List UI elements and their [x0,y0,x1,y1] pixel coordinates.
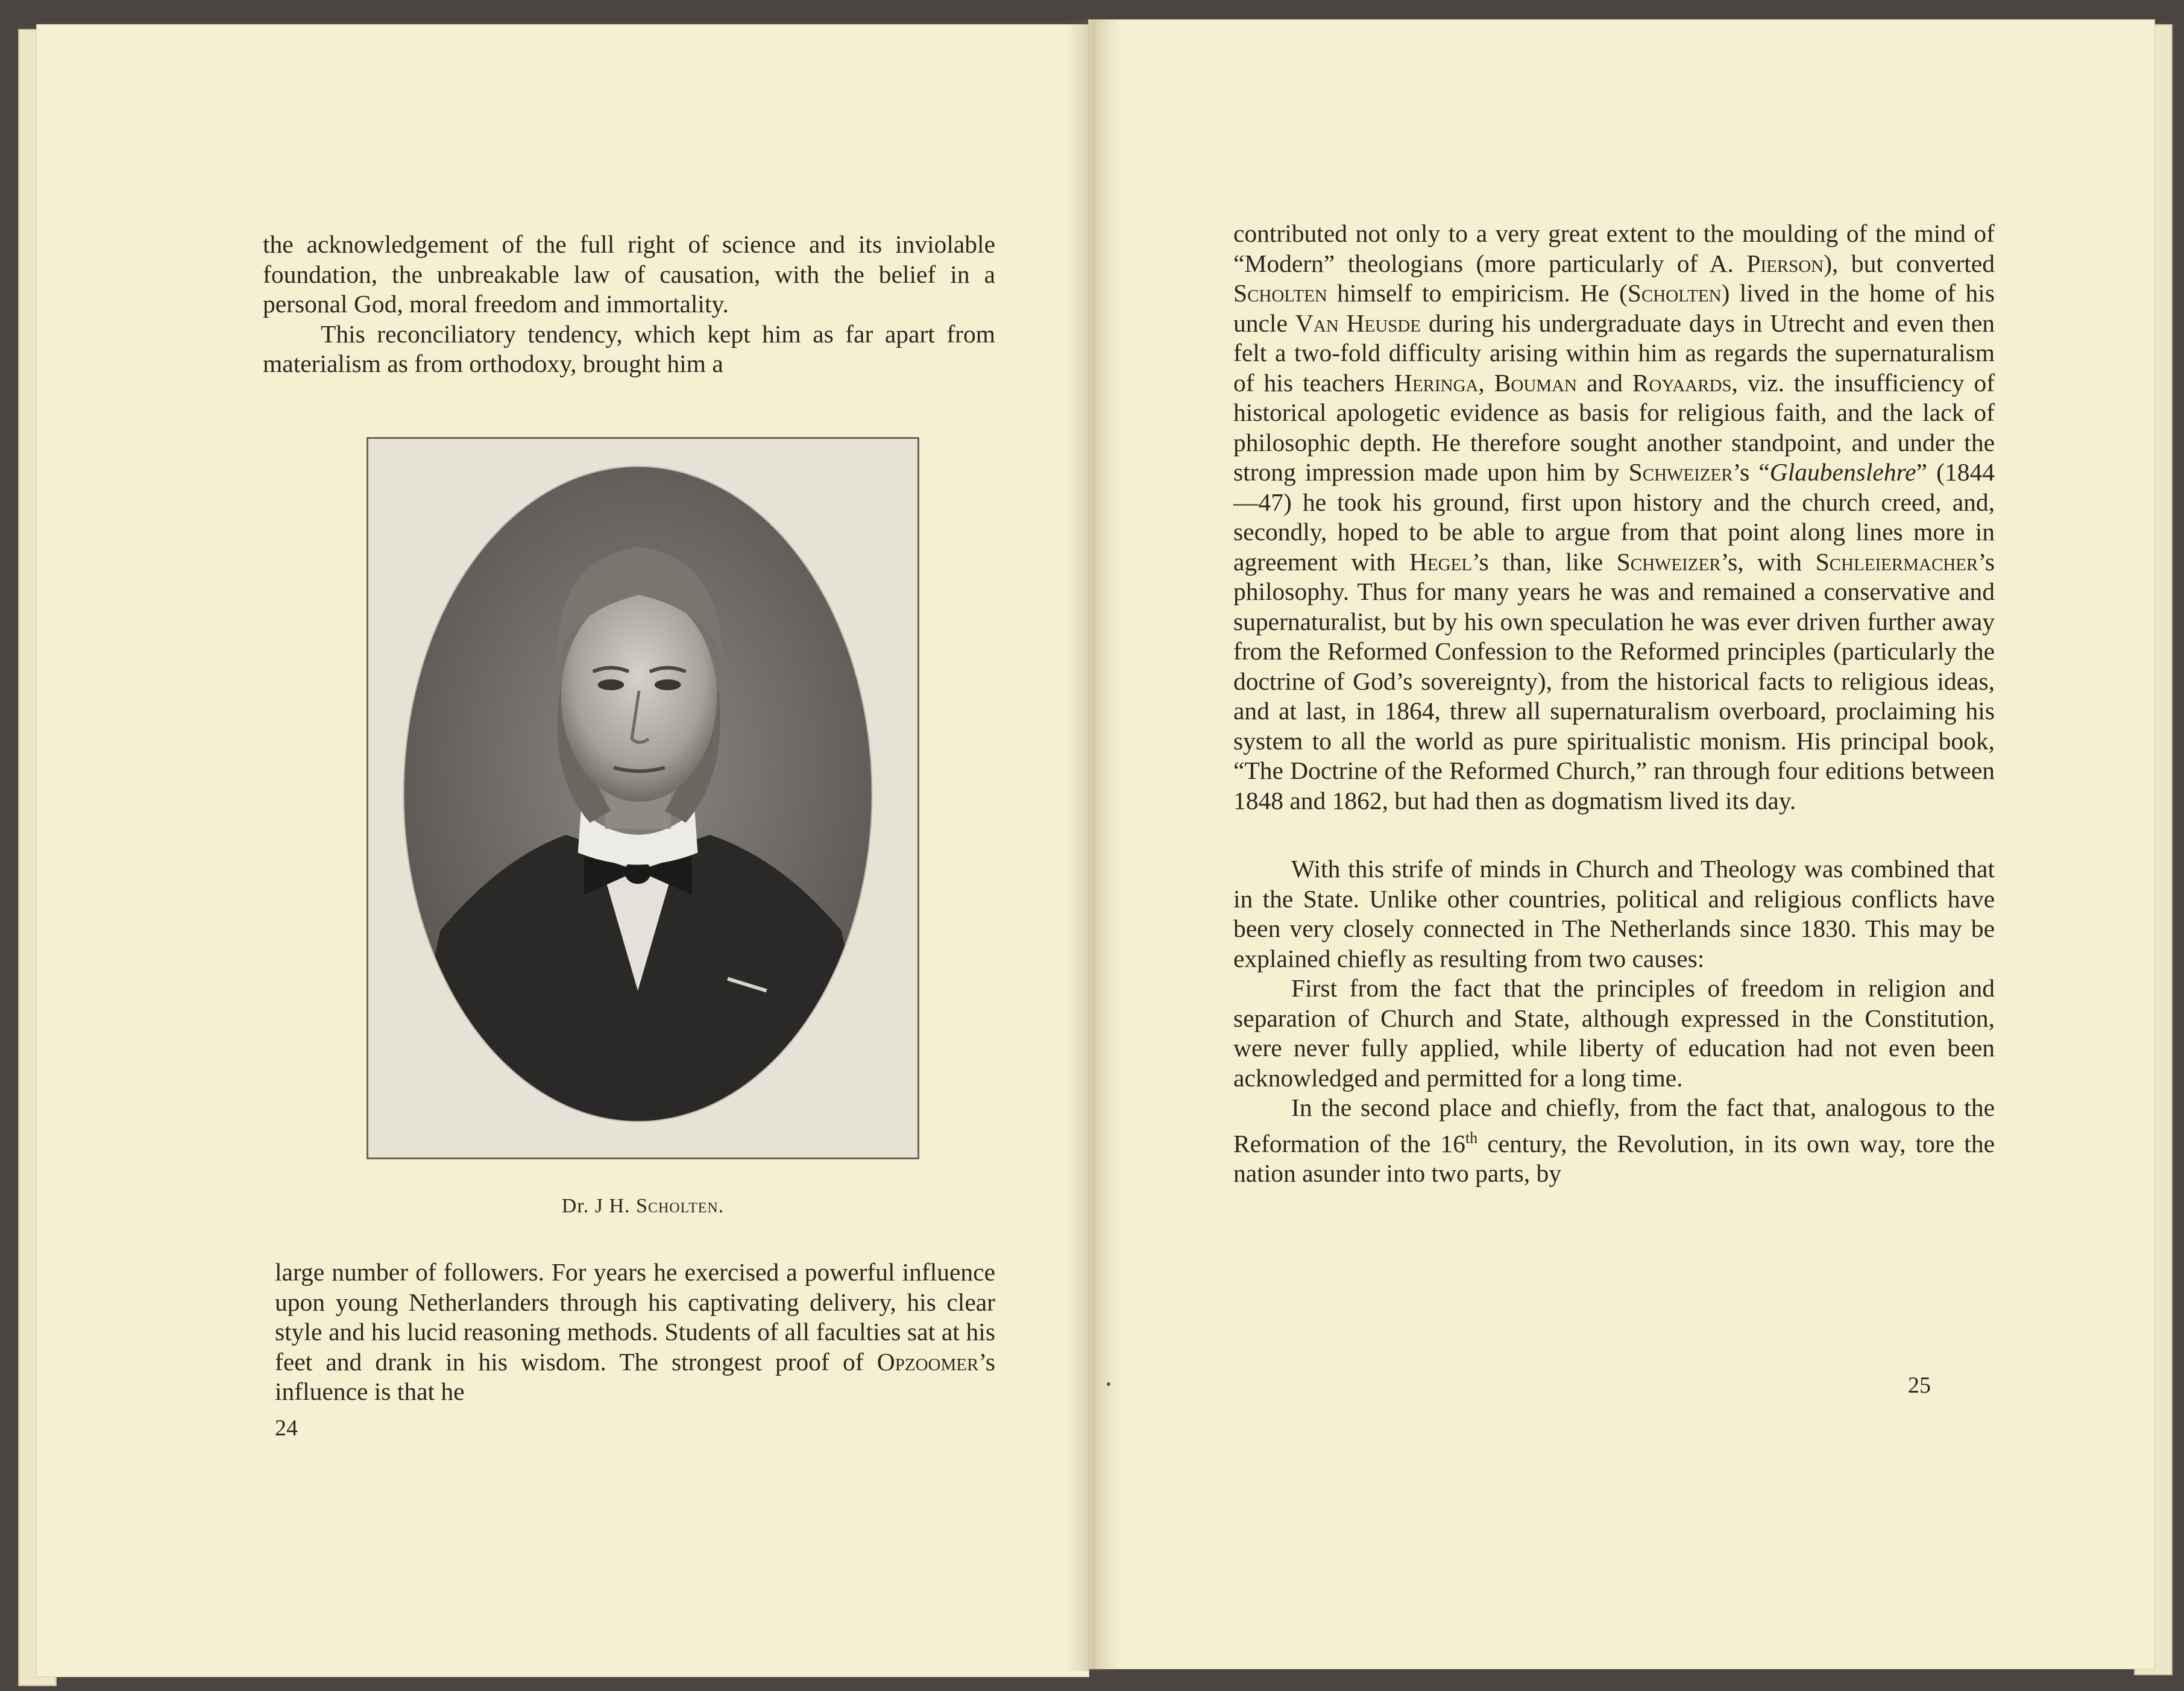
paragraph: the acknowledgement of the full right of science and its inviolable foundation, the unbreakable law of causation, with the belief in a personal God, moral freedom and immortality. [263,230,995,318]
person-name: Schleiermacher [1815,547,1978,576]
text-run: ” (1844—47) he took his ground, first upon history and the church creed, and, secondly, hoped to be able to argue from that point along lines more in agreement with [1233,458,1995,576]
text-run: ’s philosophy. Thus for many years he was and remained a conservative and supernaturalist, but by his own speculation he was ever driven further away from the Reformed Confession to the Reformed principles (particularly the doctrine of God’s sovereignty), from the historical facts to religious ideas, and at last, in 1864, threw all supernaturalism overboard, proclaiming his system to all the world as pure spiritualistic monism. His principal book, “The Doctrine of the Reformed Church,” ran through four editions between 1848 and 1862, but had then as dogmatism lived its day. [1233,547,1995,814]
caption-prefix: Dr. J H. [561,1195,637,1217]
right-page [1088,19,2155,1669]
text-run: ’s than, like [1471,547,1617,576]
paragraph [1233,1093,1995,1188]
text-run: , viz. the insufficiency of historical apologetic evidence as basis for religious faith, and the lack of philosophic depth. He therefore sought another standpoint, and under the strong impression made upon him by [1233,368,1995,486]
text-run: ’s influence is that he [275,1347,995,1405]
text-run: and [1576,368,1632,397]
paragraph [1233,219,1995,816]
portrait-image [368,439,917,1157]
left-page [36,24,1089,1677]
text-run: large number of followers. For years he exercised a powerful influence upon young Netherlanders through his captivating delivery, his clear style and his lucid reasoning methods. Students of all faculties sat at his feet and drank in his wisdom. The strongest proof of [275,1258,995,1376]
right-page-text [1233,219,1995,1188]
text-run: ’s “ [1732,458,1770,486]
page-number-left: 24 [275,1415,298,1441]
person-name: Van Heusde [1295,309,1421,337]
portrait-caption [367,1195,919,1218]
text-run: during his undergraduate days in Utrecht and even then felt a two-fold difficulty arising within him as regards the supernaturalism of his teachers [1233,309,1995,397]
superscript: th [1465,1129,1478,1147]
paragraph: First from the fact that the principles of freedom in religion and separation of Church and State, although expressed in the Constitution, were never fully applied, while liberty of education had not even been acknowledged and permitted for a long time. [1233,974,1995,1092]
person-name: Hegel [1409,547,1472,576]
paragraph: With this strife of minds in Church and Theology was combined that in the State. Unlike other countries, political and religious conflicts have been very closely connected in The Netherlands since 1830. This may be explained chiefly as resulting from two causes: [1233,855,1995,972]
text-run: himself to empiricism. He ( [1327,279,1628,307]
left-page-bottom-text [275,1258,995,1407]
person-name: Opzoomer [876,1347,979,1376]
page-number-right: 25 [1908,1373,1931,1398]
text-run: ), but converted [1824,249,1995,277]
person-name: Royaards [1632,368,1732,397]
paragraph: This reconciliatory tendency, which kept him as far apart from materialism as from orthodoxy, brought him a [263,320,995,377]
text-run: contributed not only to a very great extent to the moulding of the mind of “Modern” theologians (more particularly of A. [1233,219,1995,277]
book-title: Glaubenslehre [1769,458,1916,486]
left-page-top-text [263,230,995,379]
print-mark [1107,1382,1110,1386]
text-run: , [1478,368,1494,397]
caption-name: Scholten. [636,1195,725,1217]
person-name: Bouman [1494,368,1577,397]
text-run: century, the Revolution, in its own way, tore the nation asunder into two parts, by [1233,1129,1995,1187]
person-name: Heringa [1394,368,1479,397]
person-name: Scholten [1627,279,1722,307]
text-run: ’s, with [1720,547,1816,576]
person-name: Scholten [1233,279,1327,307]
person-name: Schweizer [1616,547,1721,576]
person-name: Pierson [1746,249,1824,277]
portrait-photo [367,437,919,1159]
text-run: ) lived in the home of his uncle [1233,279,1995,337]
person-name: Schweizer [1628,458,1733,486]
text-run: In the second place and chiefly, from the fact that, analogous to the Reformation of the 16 [1233,1094,1995,1157]
paragraph [275,1258,995,1407]
